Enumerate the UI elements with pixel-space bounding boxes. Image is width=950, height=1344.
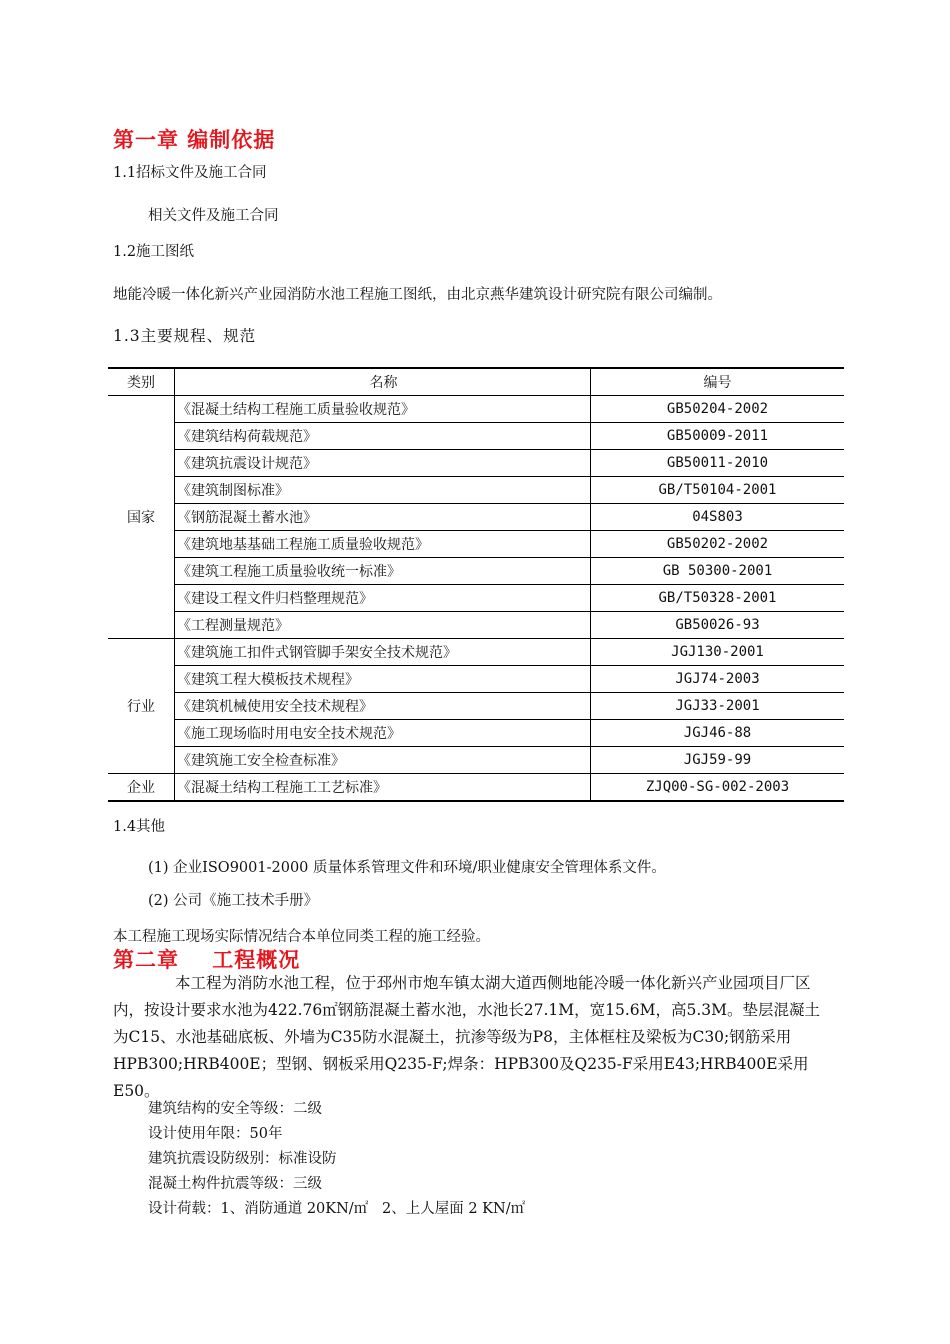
norm-name: 《施工现场临时用电安全技术规范》	[175, 720, 591, 747]
norm-name: 《混凝土结构工程施工工艺标准》	[175, 774, 591, 802]
table-row	[108, 747, 844, 774]
norm-name: 《建设工程文件归档整理规范》	[175, 585, 591, 612]
norm-name: 《建筑施工安全检查标准》	[175, 747, 591, 774]
norm-code: GB50204-2002	[591, 396, 845, 423]
section-1-4-heading: 1.4其他	[113, 819, 166, 835]
other-item-1: (1) 企业ISO9001-2000 质量体系管理文件和环境/职业健康安全管理体系文件。	[148, 860, 666, 876]
category-enterprise: 企业	[108, 774, 175, 802]
norm-code: GB 50300-2001	[591, 558, 845, 585]
norm-name: 《钢筋混凝土蓄水池》	[175, 504, 591, 531]
section-1-2-body: 地能冷暖一体化新兴产业园消防水池工程施工图纸，由北京燕华建筑设计研究院有限公司编制。	[113, 287, 722, 303]
norm-name: 《建筑结构荷载规范》	[175, 423, 591, 450]
section-1-3-heading: 1.3主要规程、规范	[113, 327, 257, 345]
fact-service-life: 设计使用年限：50年	[148, 1126, 283, 1142]
header-name: 名称	[175, 368, 591, 396]
norm-name: 《建筑制图标准》	[175, 477, 591, 504]
fact-seismic-grade: 混凝土构件抗震等级：三级	[148, 1176, 322, 1192]
norm-code: 04S803	[591, 504, 845, 531]
fact-safety-grade: 建筑结构的安全等级：二级	[148, 1101, 322, 1117]
norm-code: GB/T50104-2001	[591, 477, 845, 504]
header-code: 编号	[591, 368, 845, 396]
norm-code: JGJ130-2001	[591, 639, 845, 666]
table-row	[108, 666, 844, 693]
norms-table	[108, 367, 844, 802]
norm-code: ZJQ00-SG-002-2003	[591, 774, 845, 802]
norm-code: GB50026-93	[591, 612, 845, 639]
table-row	[108, 774, 844, 802]
other-item-2: (2) 公司《施工技术手册》	[148, 893, 319, 909]
norm-code: GB50202-2002	[591, 531, 845, 558]
fact-seismic-category: 建筑抗震设防级别：标准设防	[148, 1151, 337, 1167]
table-row	[108, 396, 844, 423]
section-1-1-body: 相关文件及施工合同	[148, 208, 279, 224]
table-row	[108, 612, 844, 639]
section-1-4-note: 本工程施工现场实际情况结合本单位同类工程的施工经验。	[113, 929, 490, 945]
fact-design-load: 设计荷载：1、消防通道 20KN/㎡ 2、上人屋面 2 KN/㎡	[148, 1201, 526, 1217]
norm-code: GB50011-2010	[591, 450, 845, 477]
norm-code: JGJ74-2003	[591, 666, 845, 693]
table-row	[108, 423, 844, 450]
norm-name: 《建筑施工扣件式钢管脚手架安全技术规范》	[175, 639, 591, 666]
table-row	[108, 720, 844, 747]
norm-name: 《工程测量规范》	[175, 612, 591, 639]
header-category: 类别	[108, 368, 175, 396]
norm-name: 《混凝土结构工程施工质量验收规范》	[175, 396, 591, 423]
table-row	[108, 693, 844, 720]
table-row	[108, 639, 844, 666]
norm-code: JGJ33-2001	[591, 693, 845, 720]
table-row	[108, 531, 844, 558]
project-overview-paragraph: 本工程为消防水池工程，位于邳州市炮车镇太湖大道西侧地能冷暖一体化新兴产业园项目厂区内，按设计要求水池为422.76㎡钢筋混凝土蓄水池，水池长27.1M，宽15.6M，高5.3M。垫层混凝土为C15、水池基础底板、外墙为C35防水混凝土，抗渗等级为P8，主体框柱及梁板为C30;钢筋采用HPB300;HRB400E；型钢、钢板采用Q235-F;焊条：HPB300及Q235-F采用E43;HRB400E采用E50。	[113, 974, 821, 1100]
section-1-2-heading: 1.2施工图纸	[113, 244, 195, 260]
norm-code: GB/T50328-2001	[591, 585, 845, 612]
norm-code: JGJ59-99	[591, 747, 845, 774]
table-row	[108, 558, 844, 585]
norm-name: 《建筑机械使用安全技术规程》	[175, 693, 591, 720]
table-row	[108, 477, 844, 504]
category-national: 国家	[108, 396, 175, 639]
norm-code: GB50009-2011	[591, 423, 845, 450]
chapter-2-title: 第二章 工程概况	[113, 948, 301, 972]
table-row	[108, 450, 844, 477]
section-1-1-heading: 1.1招标文件及施工合同	[113, 165, 267, 181]
chapter-1-title: 第一章 编制依据	[113, 128, 276, 152]
norm-name: 《建筑工程施工质量验收统一标准》	[175, 558, 591, 585]
category-industry: 行业	[108, 639, 175, 774]
norm-name: 《建筑抗震设计规范》	[175, 450, 591, 477]
norm-code: JGJ46-88	[591, 720, 845, 747]
table-header-row	[108, 368, 844, 396]
table-row	[108, 585, 844, 612]
norm-name: 《建筑地基基础工程施工质量验收规范》	[175, 531, 591, 558]
table-row	[108, 504, 844, 531]
norm-name: 《建筑工程大模板技术规程》	[175, 666, 591, 693]
